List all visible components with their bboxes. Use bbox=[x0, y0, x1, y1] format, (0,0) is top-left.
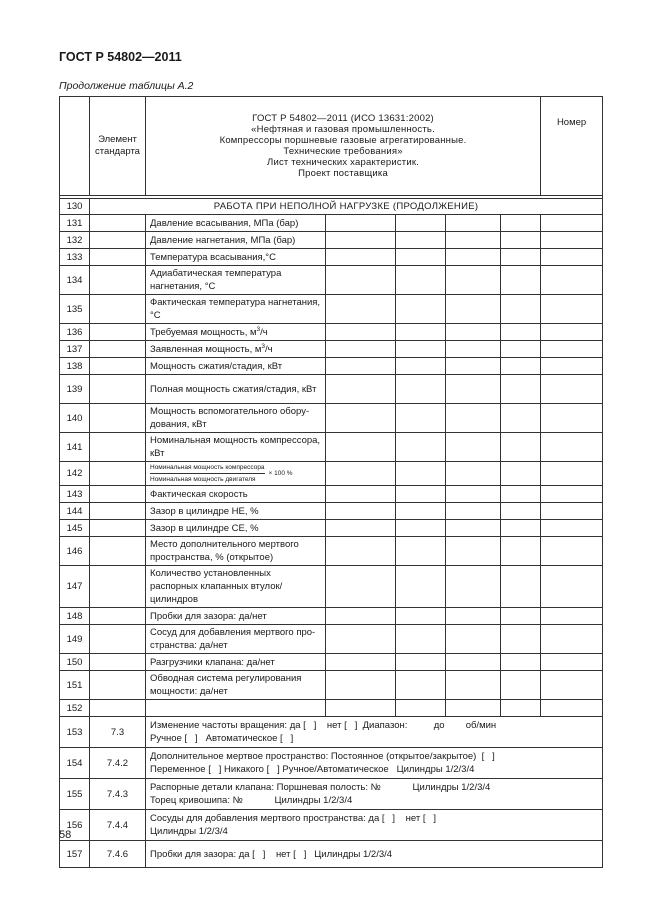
element-cell bbox=[90, 503, 146, 520]
row-label bbox=[146, 462, 326, 486]
value-cell[interactable] bbox=[326, 324, 396, 341]
row-options[interactable] bbox=[146, 810, 603, 841]
table-continuation-caption: Продолжение таблицы А.2 bbox=[59, 80, 194, 92]
element-cell bbox=[90, 375, 146, 404]
element-cell bbox=[90, 404, 146, 433]
value-cell[interactable] bbox=[501, 671, 541, 700]
row-label: Фактическая скорость bbox=[146, 486, 326, 503]
element-cell bbox=[90, 520, 146, 537]
value-cell[interactable] bbox=[396, 671, 446, 700]
spec-table bbox=[59, 96, 603, 868]
row-number: 140 bbox=[60, 404, 90, 433]
element-cell bbox=[90, 625, 146, 654]
element-cell bbox=[90, 358, 146, 375]
options-line-1: Распорные детали клапана: Поршневая полость: № Цилиндры 1/2/3/4 bbox=[150, 782, 491, 793]
row-number: 148 bbox=[60, 608, 90, 625]
options-line-1: Пробки для зазора: да [ ] нет [ ] Цилиндры 1/2/3/4 bbox=[150, 848, 393, 860]
value-cell[interactable] bbox=[541, 341, 603, 358]
value-cell[interactable] bbox=[396, 700, 446, 717]
row-options[interactable] bbox=[146, 779, 603, 810]
element-cell bbox=[90, 215, 146, 232]
options-line-2: Торец кривошипа: № Цилиндры 1/2/3/4 bbox=[150, 795, 353, 806]
element-cell: 7.4.6 bbox=[90, 841, 146, 868]
row-label: Требуемая мощность, $м^3/ч$ bbox=[146, 324, 326, 341]
value-cell[interactable] bbox=[326, 215, 396, 232]
table-row bbox=[60, 266, 603, 295]
table-row-wide bbox=[60, 810, 603, 841]
fraction-numerator: Номинальная мощность компрессора bbox=[150, 463, 265, 474]
row-number: 137 bbox=[60, 341, 90, 358]
row-options[interactable] bbox=[146, 717, 603, 748]
table-row-wide bbox=[60, 841, 603, 868]
value-cell[interactable] bbox=[541, 433, 603, 462]
value-cell[interactable] bbox=[396, 215, 446, 232]
fraction-multiplier: × 100 % bbox=[268, 470, 293, 477]
value-cell[interactable] bbox=[541, 537, 603, 566]
element-cell bbox=[90, 433, 146, 462]
value-cell[interactable] bbox=[541, 215, 603, 232]
value-cell[interactable] bbox=[446, 375, 501, 404]
value-cell[interactable] bbox=[501, 566, 541, 608]
value-cell[interactable] bbox=[396, 404, 446, 433]
value-cell[interactable] bbox=[326, 462, 396, 486]
row-number: 142 bbox=[60, 462, 90, 486]
row-label: Пробки для зазора: да/нет bbox=[146, 608, 326, 625]
value-cell[interactable] bbox=[501, 215, 541, 232]
row-label bbox=[146, 700, 326, 717]
row-label: Мощность вспомогательного обору-дования, кВт bbox=[146, 404, 326, 433]
row-number: 143 bbox=[60, 486, 90, 503]
value-cell[interactable] bbox=[396, 433, 446, 462]
table-row bbox=[60, 537, 603, 566]
unit-superscript: 3 bbox=[256, 325, 261, 333]
value-cell[interactable] bbox=[446, 486, 501, 503]
row-number: 138 bbox=[60, 358, 90, 375]
value-cell[interactable] bbox=[326, 433, 396, 462]
row-label: Полная мощность сжатия/стадия, кВт bbox=[146, 375, 326, 404]
value-cell[interactable] bbox=[396, 566, 446, 608]
value-cell[interactable] bbox=[541, 462, 603, 486]
element-cell bbox=[90, 671, 146, 700]
value-cell[interactable] bbox=[446, 462, 501, 486]
row-number: 145 bbox=[60, 520, 90, 537]
value-cell[interactable] bbox=[326, 537, 396, 566]
value-cell[interactable] bbox=[446, 341, 501, 358]
value-cell[interactable] bbox=[501, 625, 541, 654]
header-number-col: Номер bbox=[541, 97, 603, 196]
value-cell[interactable] bbox=[326, 358, 396, 375]
element-cell bbox=[90, 295, 146, 324]
value-cell[interactable] bbox=[541, 654, 603, 671]
value-cell[interactable] bbox=[501, 358, 541, 375]
value-cell[interactable] bbox=[446, 358, 501, 375]
row-options[interactable] bbox=[146, 748, 603, 779]
row-number: 155 bbox=[60, 779, 90, 810]
row-number: 132 bbox=[60, 232, 90, 249]
element-cell bbox=[90, 654, 146, 671]
value-cell[interactable] bbox=[326, 266, 396, 295]
table-row bbox=[60, 358, 603, 375]
row-label: Количество установленных распорных клапанных втулок/цилиндров bbox=[146, 566, 326, 608]
value-cell[interactable] bbox=[396, 462, 446, 486]
value-cell[interactable] bbox=[396, 266, 446, 295]
row-number: 147 bbox=[60, 566, 90, 608]
value-cell[interactable] bbox=[541, 295, 603, 324]
table-row bbox=[60, 341, 603, 358]
value-cell[interactable] bbox=[541, 324, 603, 341]
options-line-2: Ручное [ ] Автоматическое [ ] bbox=[150, 733, 294, 744]
element-cell: 7.4.2 bbox=[90, 748, 146, 779]
value-cell[interactable] bbox=[541, 520, 603, 537]
element-cell bbox=[90, 700, 146, 717]
value-cell[interactable] bbox=[396, 358, 446, 375]
row-label: Давление нагнетания, МПа (бар) bbox=[146, 232, 326, 249]
value-cell[interactable] bbox=[396, 486, 446, 503]
page-number: 58 bbox=[59, 829, 72, 841]
row-label: Зазор в цилиндре СЕ, % bbox=[146, 520, 326, 537]
table-row bbox=[60, 215, 603, 232]
row-number: 139 bbox=[60, 375, 90, 404]
value-cell[interactable] bbox=[446, 520, 501, 537]
row-number: 144 bbox=[60, 503, 90, 520]
row-label: Место дополнительного мертвого пространства, % (открытое) bbox=[146, 537, 326, 566]
row-number: 133 bbox=[60, 249, 90, 266]
row-number: 152 bbox=[60, 700, 90, 717]
section-row bbox=[60, 199, 603, 215]
element-cell bbox=[90, 249, 146, 266]
value-cell[interactable] bbox=[326, 503, 396, 520]
table-row bbox=[60, 654, 603, 671]
value-cell[interactable] bbox=[541, 249, 603, 266]
value-cell[interactable] bbox=[396, 537, 446, 566]
value-cell[interactable] bbox=[541, 375, 603, 404]
value-cell[interactable] bbox=[326, 671, 396, 700]
table-row bbox=[60, 625, 603, 654]
row-label: Фактическая температура нагнетания, °С bbox=[146, 295, 326, 324]
value-cell[interactable] bbox=[446, 266, 501, 295]
value-cell[interactable] bbox=[326, 520, 396, 537]
value-cell[interactable] bbox=[541, 404, 603, 433]
value-cell[interactable] bbox=[501, 608, 541, 625]
table-row bbox=[60, 433, 603, 462]
row-label: Заявленная мощность, $м^3/ч$ bbox=[146, 341, 326, 358]
value-cell[interactable] bbox=[541, 232, 603, 249]
value-cell[interactable] bbox=[501, 404, 541, 433]
row-options[interactable] bbox=[146, 841, 603, 868]
value-cell[interactable] bbox=[396, 503, 446, 520]
table-row bbox=[60, 375, 603, 404]
row-number: 154 bbox=[60, 748, 90, 779]
row-number: 130 bbox=[60, 199, 90, 215]
value-cell[interactable] bbox=[446, 503, 501, 520]
row-number: 156 bbox=[60, 810, 90, 841]
value-cell[interactable] bbox=[541, 625, 603, 654]
document-code: ГОСТ Р 54802—2011 bbox=[59, 50, 182, 64]
value-cell[interactable] bbox=[541, 700, 603, 717]
element-cell bbox=[90, 462, 146, 486]
value-cell[interactable] bbox=[501, 654, 541, 671]
options-line-2: Переменное [ ] Никакого [ ] Ручное/Автоматическое Цилиндры 1/2/3/4 bbox=[150, 764, 475, 775]
header-standard-title: ГОСТ Р 54802—2011 (ИСО 13631:2002) «Нефтяная и газовая промышленность. Компрессоры поршневые газовые агрегатированные. Технические требования» Лист технических характеристик. Проект поставщика bbox=[146, 97, 541, 196]
value-cell[interactable] bbox=[396, 249, 446, 266]
value-cell[interactable] bbox=[446, 249, 501, 266]
value-cell[interactable] bbox=[326, 566, 396, 608]
value-cell[interactable] bbox=[501, 341, 541, 358]
row-number: 134 bbox=[60, 266, 90, 295]
value-cell[interactable] bbox=[326, 404, 396, 433]
value-cell[interactable] bbox=[501, 232, 541, 249]
value-cell[interactable] bbox=[446, 404, 501, 433]
value-cell[interactable] bbox=[326, 654, 396, 671]
value-cell[interactable] bbox=[501, 266, 541, 295]
options-line-1: Изменение частоты вращения: да [ ] нет [ ] Диапазон: до об/мин bbox=[150, 720, 497, 731]
row-label: Адиабатическая температура нагнетания, °С bbox=[146, 266, 326, 295]
value-cell[interactable] bbox=[326, 341, 396, 358]
value-cell[interactable] bbox=[326, 486, 396, 503]
header-element-col: Элемент стандарта bbox=[90, 97, 146, 196]
element-cell: 7.4.3 bbox=[90, 779, 146, 810]
row-label: Разгрузчики клапана: да/нет bbox=[146, 654, 326, 671]
element-cell bbox=[90, 486, 146, 503]
element-cell bbox=[90, 232, 146, 249]
value-cell[interactable] bbox=[446, 566, 501, 608]
table-row-wide bbox=[60, 717, 603, 748]
value-cell[interactable] bbox=[501, 324, 541, 341]
table-row-wide bbox=[60, 779, 603, 810]
row-label: Сосуд для добавления мертвого про-странства: да/нет bbox=[146, 625, 326, 654]
options-line-1: Дополнительное мертвое пространство: Постоянное (открытое/закрытое) [ ] bbox=[150, 751, 495, 762]
table-row bbox=[60, 324, 603, 341]
element-cell bbox=[90, 324, 146, 341]
value-cell[interactable] bbox=[541, 266, 603, 295]
row-number: 135 bbox=[60, 295, 90, 324]
value-cell[interactable] bbox=[501, 249, 541, 266]
value-cell[interactable] bbox=[501, 462, 541, 486]
value-cell[interactable] bbox=[396, 341, 446, 358]
row-number: 151 bbox=[60, 671, 90, 700]
header-empty-cell bbox=[60, 97, 90, 196]
value-cell[interactable] bbox=[501, 433, 541, 462]
element-cell bbox=[90, 608, 146, 625]
table-row bbox=[60, 503, 603, 520]
value-cell[interactable] bbox=[326, 232, 396, 249]
unit-superscript: 3 bbox=[261, 342, 266, 350]
row-number: 141 bbox=[60, 433, 90, 462]
element-cell bbox=[90, 341, 146, 358]
value-cell[interactable] bbox=[396, 520, 446, 537]
value-cell[interactable] bbox=[446, 654, 501, 671]
table-row bbox=[60, 462, 603, 486]
fraction-denominator: Номинальная мощность двигателя bbox=[150, 476, 256, 483]
row-number: 150 bbox=[60, 654, 90, 671]
value-cell[interactable] bbox=[326, 608, 396, 625]
table-header-row bbox=[60, 97, 603, 196]
element-cell: 7.3 bbox=[90, 717, 146, 748]
table-row bbox=[60, 520, 603, 537]
value-cell[interactable] bbox=[446, 232, 501, 249]
value-cell[interactable] bbox=[501, 700, 541, 717]
table-row bbox=[60, 486, 603, 503]
value-cell[interactable] bbox=[446, 295, 501, 324]
value-cell[interactable] bbox=[446, 625, 501, 654]
table-row bbox=[60, 700, 603, 717]
value-cell[interactable] bbox=[541, 608, 603, 625]
section-title: РАБОТА ПРИ НЕПОЛНОЙ НАГРУЗКЕ (ПРОДОЛЖЕНИЕ) bbox=[90, 199, 603, 215]
value-cell[interactable] bbox=[396, 654, 446, 671]
value-cell[interactable] bbox=[501, 537, 541, 566]
value-cell[interactable] bbox=[501, 503, 541, 520]
table-row bbox=[60, 404, 603, 433]
row-number: 131 bbox=[60, 215, 90, 232]
element-cell bbox=[90, 566, 146, 608]
value-cell[interactable] bbox=[446, 608, 501, 625]
element-cell: 7.4.4 bbox=[90, 810, 146, 841]
value-cell[interactable] bbox=[326, 625, 396, 654]
value-cell[interactable] bbox=[396, 608, 446, 625]
value-cell[interactable] bbox=[396, 375, 446, 404]
value-cell[interactable] bbox=[501, 486, 541, 503]
row-label: Номинальная мощность компрессора, кВт bbox=[146, 433, 326, 462]
value-cell[interactable] bbox=[541, 671, 603, 700]
row-label: Зазор в цилиндре НЕ, % bbox=[146, 503, 326, 520]
value-cell[interactable] bbox=[446, 700, 501, 717]
value-cell[interactable] bbox=[396, 232, 446, 249]
value-cell[interactable] bbox=[326, 295, 396, 324]
row-label: Мощность сжатия/стадия, кВт bbox=[146, 358, 326, 375]
value-cell[interactable] bbox=[501, 295, 541, 324]
value-cell[interactable] bbox=[396, 295, 446, 324]
value-cell[interactable] bbox=[326, 249, 396, 266]
value-cell[interactable] bbox=[326, 700, 396, 717]
options-line-2: Цилиндры 1/2/3/4 bbox=[150, 826, 228, 837]
element-cell bbox=[90, 266, 146, 295]
row-number: 136 bbox=[60, 324, 90, 341]
value-cell[interactable] bbox=[446, 671, 501, 700]
table-row-wide bbox=[60, 748, 603, 779]
table-row bbox=[60, 232, 603, 249]
value-cell[interactable] bbox=[541, 358, 603, 375]
value-cell[interactable] bbox=[446, 433, 501, 462]
value-cell[interactable] bbox=[326, 375, 396, 404]
value-cell[interactable] bbox=[501, 375, 541, 404]
row-number: 157 bbox=[60, 841, 90, 868]
value-cell[interactable] bbox=[396, 625, 446, 654]
value-cell[interactable] bbox=[541, 566, 603, 608]
value-cell[interactable] bbox=[501, 520, 541, 537]
element-cell bbox=[90, 537, 146, 566]
table-row bbox=[60, 295, 603, 324]
table-row bbox=[60, 566, 603, 608]
value-cell[interactable] bbox=[446, 215, 501, 232]
row-number: 149 bbox=[60, 625, 90, 654]
row-number: 146 bbox=[60, 537, 90, 566]
table-row bbox=[60, 608, 603, 625]
table-row bbox=[60, 671, 603, 700]
value-cell[interactable] bbox=[541, 503, 603, 520]
value-cell[interactable] bbox=[446, 324, 501, 341]
options-line-1: Сосуды для добавления мертвого пространства: да [ ] нет [ ] bbox=[150, 813, 437, 824]
value-cell[interactable] bbox=[446, 537, 501, 566]
row-label: Обводная система регулирования мощности: да/нет bbox=[146, 671, 326, 700]
row-label: Температура всасывания,°С bbox=[146, 249, 326, 266]
row-label: Давление всасывания, МПа (бар) bbox=[146, 215, 326, 232]
value-cell[interactable] bbox=[396, 324, 446, 341]
row-number: 153 bbox=[60, 717, 90, 748]
table-row bbox=[60, 249, 603, 266]
value-cell[interactable] bbox=[541, 486, 603, 503]
